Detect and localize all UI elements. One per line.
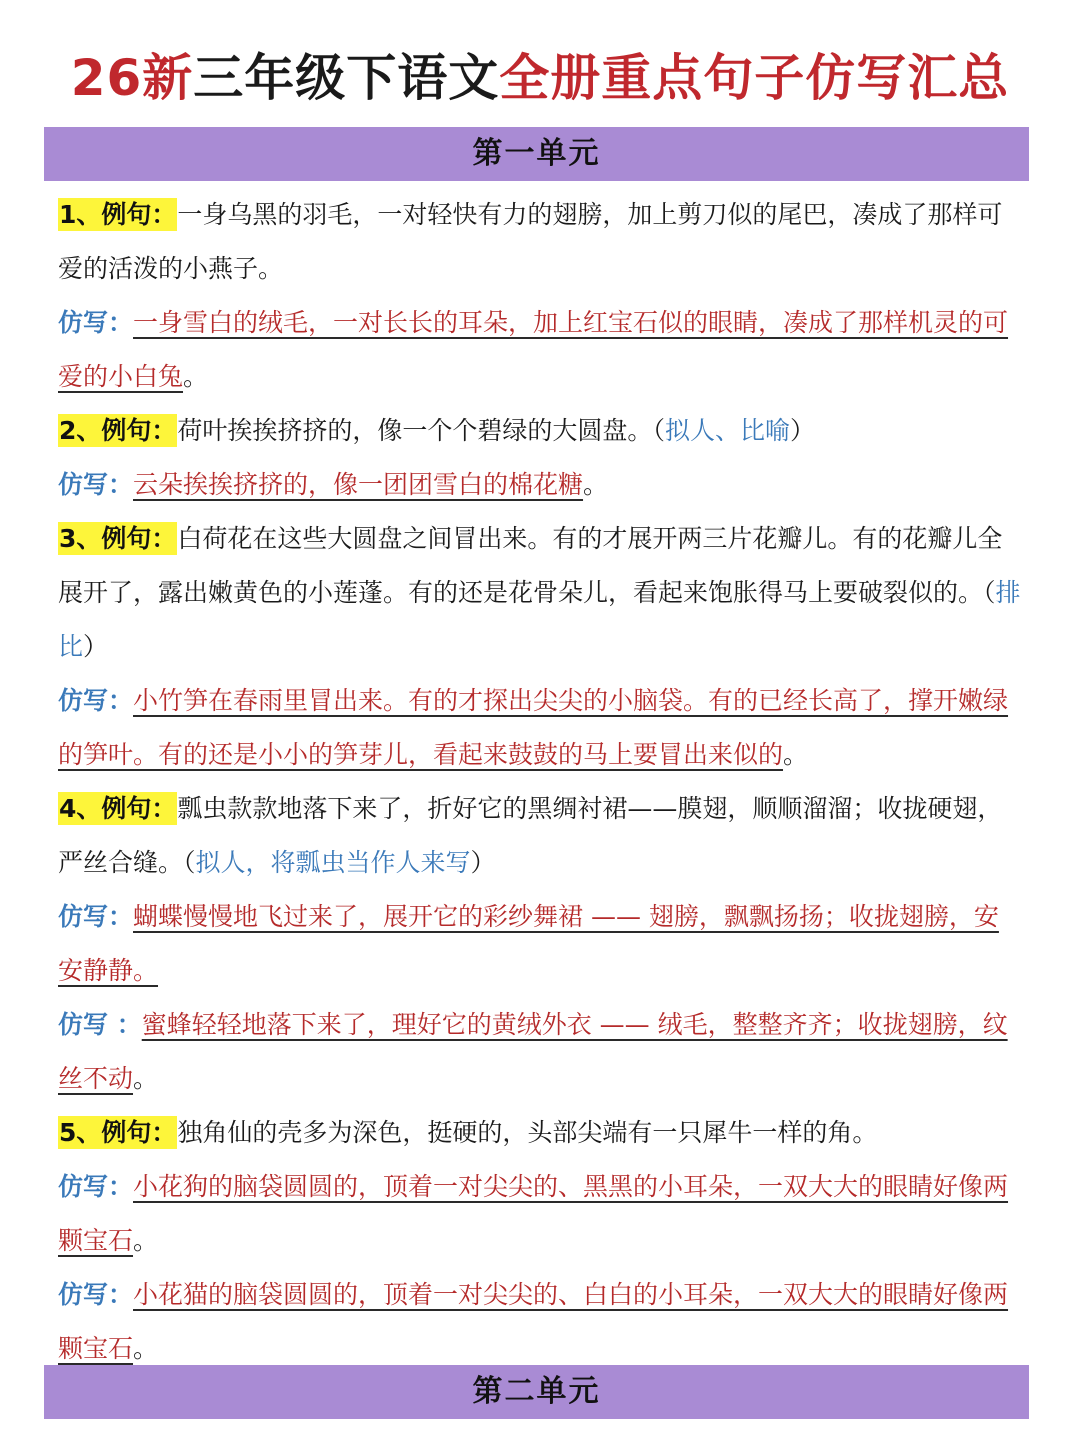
imitation-1: 仿写：一身雪白的绒毛，一对长长的耳朵，加上红宝石似的眼睛，凑成了那样机灵的可爱的小白兔。 (58, 308, 1009, 391)
unit-header-1: 第一单元 (44, 127, 1029, 181)
title-grade: 三年级下语文 (193, 49, 500, 107)
example-text-1: 一身乌黑的羽毛，一对轻快有力的翅膀，加上剪刀似的尾巴，凑成了那样可爱的活泼的小燕子。 (58, 200, 1003, 283)
example-1 (58, 188, 1023, 296)
imitation-3: 仿写：小竹笋在春雨里冒出来。有的才探出尖尖的小脑袋。有的已经长高了，撑开嫩绿的笋叶。有的还是小小的笋芽儿，看起来鼓鼓的马上要冒出来似的。 (58, 686, 1009, 769)
example-label-1: 1、例句： (59, 200, 177, 229)
imitation-label: 仿写： (58, 308, 134, 337)
imitation-5b: 仿写：小花猫的脑袋圆圆的，顶着一对尖尖的、白白的小耳朵，一双大大的眼睛好像两颗宝石。 (58, 1280, 1009, 1363)
imitation-label: 仿写： (58, 902, 134, 931)
rhetoric-note-2: 拟人、比喻 (664, 416, 790, 445)
imitation-text-5b: 小花猫的脑袋圆圆的，顶着一对尖尖的、白白的小耳朵，一双大大的眼睛好像两颗宝石 (58, 1280, 1009, 1363)
imitation-label: 仿写： (58, 686, 134, 715)
example-5 (58, 1106, 1023, 1160)
example-label-4: 4、例句： (59, 794, 177, 823)
imitation-text-1: 一身雪白的绒毛，一对长长的耳朵，加上红宝石似的眼睛，凑成了那样机灵的可爱的小白兔 (58, 308, 1009, 391)
imitation-text-4b: 蜜蜂轻轻地落下来了，理好它的黄绒外衣 —— 绒毛，整整齐齐；收拢翅膀，纹丝不动 (58, 1010, 1008, 1093)
imitation-2: 仿写：云朵挨挨挤挤的，像一团团雪白的棉花糖。 (58, 470, 609, 499)
imitation-label: 仿写： (58, 1172, 134, 1201)
example-text-4: 瓢虫款款地落下来了，折好它的黑绸衬裙——膜翅，顺顺溜溜；收拢硬翅，严丝合缝。 (58, 794, 1003, 877)
imitation-text-4a: 蝴蝶慢慢地飞过来了，展开它的彩纱舞裙 —— 翅膀，飘飘扬扬；收拢翅膀，安安静静。 (58, 902, 999, 985)
imitation-4a (58, 890, 1023, 998)
example-2: 2、例句：荷叶挨挨挤挤的，像一个个碧绿的大圆盘。（拟人、比喻） (59, 416, 815, 445)
imitation-4b: 仿写 ：蜜蜂轻轻地落下来了，理好它的黄绒外衣 —— 绒毛，整整齐齐；收拢翅膀，纹丝不动。 (58, 1010, 1008, 1093)
rhetoric-note-4: 拟人，将瓢虫当作人来写 (195, 848, 471, 877)
title-prefix: 26新 (70, 49, 194, 107)
imitation-5a: 仿写：小花狗的脑袋圆圆的，顶着一对尖尖的、黑黑的小耳朵，一双大大的眼睛好像两颗宝石。 (58, 1172, 1009, 1255)
example-text-3: 白荷花在这些大圆盘之间冒出来。有的才展开两三片花瓣儿。有的花瓣儿全展开了，露出嫩黄色的小莲蓬。有的还是花骨朵儿，看起来饱胀得马上要破裂似的。 (58, 524, 1003, 607)
example-text-2: 荷叶挨挨挤挤的，像一个个碧绿的大圆盘。 (177, 416, 653, 445)
example-3: 3、例句：白荷花在这些大圆盘之间冒出来。有的才展开两三片花瓣儿。有的花瓣儿全展开了，露出嫩黄色的小莲蓬。有的还是花骨朵儿，看起来饱胀得马上要破裂似的。（排比） (58, 524, 1021, 661)
imitation-label: 仿写 ： (58, 1010, 142, 1039)
content-body (58, 188, 1023, 1376)
example-label-5: 5、例句： (59, 1118, 177, 1147)
imitation-label: 仿写： (58, 1280, 134, 1309)
page-title (0, 38, 1080, 118)
imitation-text-2: 云朵挨挨挤挤的，像一团团雪白的棉花糖 (133, 470, 584, 499)
example-label-2: 2、例句： (59, 416, 177, 445)
example-label-3: 3、例句： (59, 524, 177, 553)
unit-header-2: 第二单元 (44, 1365, 1029, 1419)
title-topic: 全册重点句子仿写汇总 (499, 49, 1010, 107)
imitation-text-5a: 小花狗的脑袋圆圆的，顶着一对尖尖的、黑黑的小耳朵，一双大大的眼睛好像两颗宝石 (58, 1172, 1009, 1255)
example-4: 4、例句：瓢虫款款地落下来了，折好它的黑绸衬裙——膜翅，顺顺溜溜；收拢硬翅，严丝合缝。（拟人，将瓢虫当作人来写） (58, 794, 1003, 877)
imitation-text-3: 小竹笋在春雨里冒出来。有的才探出尖尖的小脑袋。有的已经长高了，撑开嫩绿的笋叶。有的还是小小的笋芽儿，看起来鼓鼓的马上要冒出来似的 (58, 686, 1009, 769)
example-text-5: 独角仙的壳多为深色，挺硬的，头部尖端有一只犀牛一样的角。 (177, 1118, 878, 1147)
imitation-label: 仿写： (58, 470, 134, 499)
rhetoric-note-3: 排比 (58, 578, 1021, 661)
